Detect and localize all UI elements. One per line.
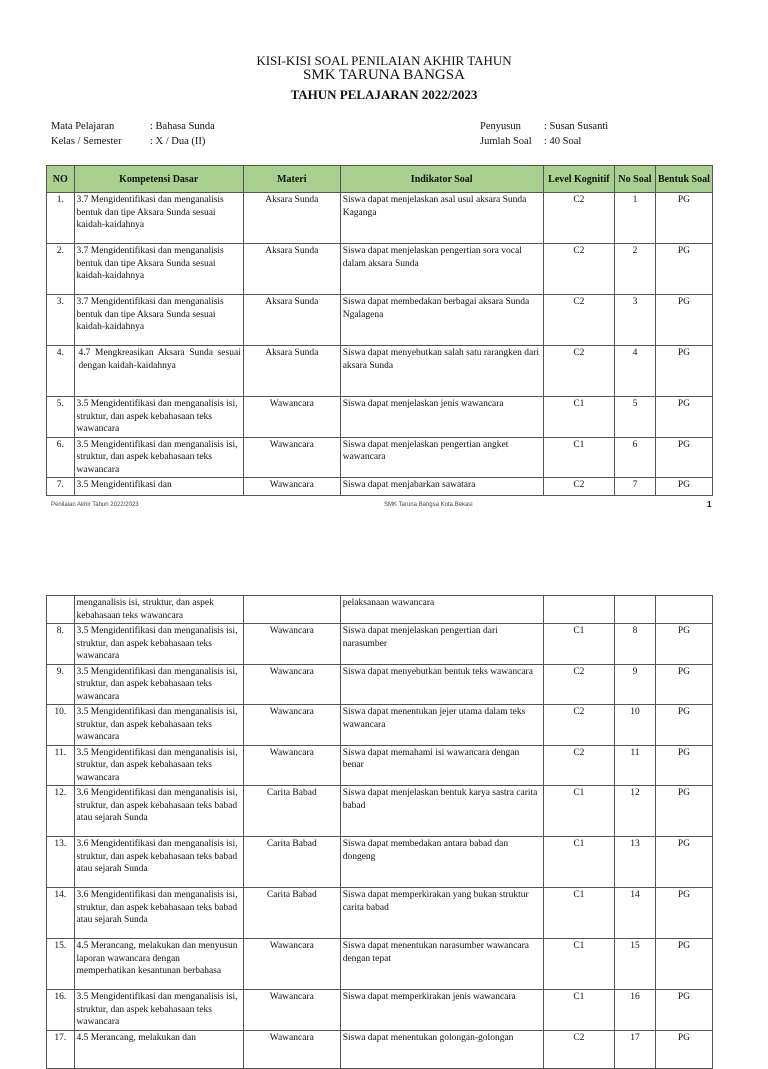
header-level: Level Kognitif — [543, 166, 614, 193]
cell-materi: Wawancara — [243, 990, 340, 1031]
cell-level: C2 — [543, 705, 614, 746]
cell-indikator: Siswa dapat membedakan berbagai aksara Sunda Ngalagena — [340, 295, 543, 346]
cell-level — [543, 596, 614, 624]
table-row — [47, 990, 713, 1031]
cell-nosoal: 8 — [615, 624, 656, 665]
table-row — [47, 295, 713, 346]
cell-nosoal: 10 — [615, 705, 656, 746]
page-number: 1 — [707, 500, 712, 509]
cell-bentuk: PG — [655, 664, 712, 705]
question-count-label: Jumlah Soal — [480, 136, 532, 147]
cell-level: C2 — [543, 346, 614, 397]
cell-bentuk: PG — [655, 295, 712, 346]
cell-no — [47, 596, 75, 624]
cell-kd: 3.7 Mengidentifikasi dan menganalisis bentuk dan tipe Aksara Sunda sesuai kaidah-kaidahnya — [74, 244, 243, 295]
cell-level: C1 — [543, 624, 614, 665]
cell-nosoal: 2 — [615, 244, 656, 295]
cell-materi: Aksara Sunda — [243, 346, 340, 397]
cell-kd: 4.5 Merancang, melakukan dan — [74, 1030, 243, 1068]
cell-no: 3. — [47, 295, 75, 346]
cell-bentuk: PG — [655, 437, 712, 478]
cell-bentuk: PG — [655, 990, 712, 1031]
cell-no: 8. — [47, 624, 75, 665]
author-label: Penyusun — [480, 121, 521, 132]
table-row — [47, 745, 713, 786]
cell-no: 11. — [47, 745, 75, 786]
cell-no: 4. — [47, 346, 75, 397]
header-kd: Kompetensi Dasar — [74, 166, 243, 193]
cell-kd: 4.7 Mengkreasikan Aksara Sunda sesuai dengan kaidah-kaidahnya — [74, 346, 243, 397]
cell-nosoal: 1 — [615, 193, 656, 244]
cell-level: C1 — [543, 786, 614, 837]
table-row — [47, 437, 713, 478]
cell-no: 15. — [47, 939, 75, 990]
cell-kd: 3.5 Mengidentifikasi dan menganalisis isi, struktur, dan aspek kebahasaan teks wawancara — [74, 705, 243, 746]
cell-bentuk: PG — [655, 888, 712, 939]
cell-level: C2 — [543, 295, 614, 346]
cell-level: C2 — [543, 193, 614, 244]
cell-materi: Wawancara — [243, 397, 340, 438]
cell-level: C1 — [543, 990, 614, 1031]
question-count-value: : 40 Soal — [544, 136, 582, 147]
cell-level: C2 — [543, 745, 614, 786]
cell-nosoal: 12 — [615, 786, 656, 837]
header-no: NO — [47, 166, 75, 193]
table-row — [47, 939, 713, 990]
cell-kd: 3.7 Mengidentifikasi dan menganalisis bentuk dan tipe Aksara Sunda sesuai kaidah-kaidahnya — [74, 193, 243, 244]
cell-level: C1 — [543, 437, 614, 478]
cell-no: 9. — [47, 664, 75, 705]
cell-kd: 3.5 Mengidentifikasi dan menganalisis isi, struktur, dan aspek kebahasaan teks wawancara — [74, 664, 243, 705]
cell-bentuk: PG — [655, 786, 712, 837]
cell-materi: Wawancara — [243, 478, 340, 496]
cell-indikator: Siswa dapat menyebutkan salah satu rarangken dari aksara Sunda — [340, 346, 543, 397]
cell-bentuk: PG — [655, 1030, 712, 1068]
table-row — [47, 837, 713, 888]
cell-materi: Aksara Sunda — [243, 193, 340, 244]
cell-bentuk: PG — [655, 193, 712, 244]
table-row — [47, 1030, 713, 1068]
document-title: KISI-KISI SOAL PENILAIAN AKHIR TAHUN — [256, 53, 512, 68]
subject-label: Mata Pelajaran — [51, 121, 115, 132]
cell-indikator: Siswa dapat menentukan jejer utama dalam teks wawancara — [340, 705, 543, 746]
cell-bentuk: PG — [655, 705, 712, 746]
cell-level: C1 — [543, 837, 614, 888]
cell-indikator: Siswa dapat memahami isi wawancara dengan benar — [340, 745, 543, 786]
footer-center: SMK Taruna Bangsa Kota Bekasi — [384, 502, 473, 508]
cell-indikator: Siswa dapat menjelaskan pengertian sora vocal dalam aksara Sunda — [340, 244, 543, 295]
cell-no: 2. — [47, 244, 75, 295]
author-value: : Susan Susanti — [544, 121, 609, 132]
cell-level: C1 — [543, 939, 614, 990]
cell-nosoal: 14 — [615, 888, 656, 939]
cell-materi: Wawancara — [243, 624, 340, 665]
cell-materi: Wawancara — [243, 705, 340, 746]
cell-bentuk: PG — [655, 745, 712, 786]
cell-nosoal: 9 — [615, 664, 656, 705]
cell-bentuk: PG — [655, 624, 712, 665]
cell-bentuk: PG — [655, 939, 712, 990]
cell-indikator: Siswa dapat memperkirakan yang bukan struktur carita babad — [340, 888, 543, 939]
cell-no: 5. — [47, 397, 75, 438]
table-row — [47, 397, 713, 438]
cell-kd: 4.5 Merancang, melakukan dan menyusun laporan wawancara dengan memperhatikan kesantunan berbahasa — [74, 939, 243, 990]
header-indikator: Indikator Soal — [340, 166, 543, 193]
cell-indikator: Siswa dapat menyebutkan bentuk teks wawancara — [340, 664, 543, 705]
cell-nosoal: 15 — [615, 939, 656, 990]
table-row — [47, 664, 713, 705]
header-materi: Materi — [243, 166, 340, 193]
document-page-1 — [0, 0, 768, 522]
cell-bentuk: PG — [655, 478, 712, 496]
cell-level: C1 — [543, 397, 614, 438]
table-row — [47, 244, 713, 295]
cell-nosoal: 7 — [615, 478, 656, 496]
cell-kd: menganalisis isi, struktur, dan aspek kebahasaan teks wawancara — [74, 596, 243, 624]
cell-indikator: Siswa dapat menjelaskan jenis wawancara — [340, 397, 543, 438]
footer-left: Penilaian Akhir Tahun 2022/2023 — [51, 502, 139, 508]
cell-indikator: Siswa dapat menjelaskan pengertian dari narasumber — [340, 624, 543, 665]
cell-nosoal: 5 — [615, 397, 656, 438]
grid-table-page-1 — [46, 165, 713, 496]
cell-indikator: Siswa dapat menjelaskan pengertian angket wawancara — [340, 437, 543, 478]
cell-level: C1 — [543, 888, 614, 939]
cell-indikator: Siswa dapat menjabarkan sawatara — [340, 478, 543, 496]
cell-no: 1. — [47, 193, 75, 244]
cell-bentuk: PG — [655, 346, 712, 397]
cell-no: 17. — [47, 1030, 75, 1068]
cell-nosoal: 6 — [615, 437, 656, 478]
cell-bentuk: PG — [655, 397, 712, 438]
cell-level: C2 — [543, 478, 614, 496]
cell-materi: Aksara Sunda — [243, 244, 340, 295]
class-label: Kelas / Semester — [51, 136, 122, 147]
table-row — [47, 346, 713, 397]
cell-kd: 3.5 Mengidentifikasi dan — [74, 478, 243, 496]
table-row — [47, 705, 713, 746]
cell-no: 13. — [47, 837, 75, 888]
cell-indikator: Siswa dapat menjelaskan asal usul aksara Sunda Kaganga — [340, 193, 543, 244]
cell-indikator: Siswa dapat memperkirakan jenis wawancara — [340, 990, 543, 1031]
cell-materi: Carita Babad — [243, 888, 340, 939]
cell-kd: 3.6 Mengidentifikasi dan menganalisis isi, struktur, dan aspek kebahasaan teks babad atau sejarah Sunda — [74, 837, 243, 888]
cell-nosoal: 11 — [615, 745, 656, 786]
cell-kd: 3.6 Mengidentifikasi dan menganalisis isi, struktur, dan aspek kebahasaan teks babad atau sejarah Sunda — [74, 888, 243, 939]
cell-materi: Aksara Sunda — [243, 295, 340, 346]
cell-materi: Wawancara — [243, 437, 340, 478]
cell-kd: 3.6 Mengidentifikasi dan menganalisis isi, struktur, dan aspek kebahasaan teks babad atau sejarah Sunda — [74, 786, 243, 837]
cell-level: C2 — [543, 664, 614, 705]
cell-bentuk: PG — [655, 244, 712, 295]
cell-nosoal — [615, 596, 656, 624]
cell-nosoal: 16 — [615, 990, 656, 1031]
header-nosoal: No Soal — [615, 166, 656, 193]
cell-no: 12. — [47, 786, 75, 837]
cell-materi: Carita Babad — [243, 837, 340, 888]
cell-materi — [243, 596, 340, 624]
school-name: SMK TARUNA BANGSA — [303, 67, 465, 83]
cell-level: C2 — [543, 244, 614, 295]
table-row — [47, 624, 713, 665]
cell-kd: 3.5 Mengidentifikasi dan menganalisis isi, struktur, dan aspek kebahasaan teks wawancara — [74, 745, 243, 786]
table-row — [47, 786, 713, 837]
cell-kd: 3.7 Mengidentifikasi dan menganalisis bentuk dan tipe Aksara Sunda sesuai kaidah-kaidahnya — [74, 295, 243, 346]
cell-materi: Wawancara — [243, 745, 340, 786]
cell-materi: Wawancara — [243, 1030, 340, 1068]
table-row — [47, 888, 713, 939]
table-row — [47, 596, 713, 624]
cell-bentuk: PG — [655, 837, 712, 888]
table-header-row — [47, 166, 713, 193]
cell-materi: Carita Babad — [243, 786, 340, 837]
cell-indikator: Siswa dapat membedakan antara babad dan dongeng — [340, 837, 543, 888]
cell-nosoal: 17 — [615, 1030, 656, 1068]
subject-value: : Bahasa Sunda — [150, 121, 215, 132]
cell-bentuk — [655, 596, 712, 624]
cell-nosoal: 3 — [615, 295, 656, 346]
cell-no: 14. — [47, 888, 75, 939]
cell-indikator: pelaksanaan wawancara — [340, 596, 543, 624]
cell-kd: 3.5 Mengidentifikasi dan menganalisis isi, struktur, dan aspek kebahasaan teks wawancara — [74, 990, 243, 1031]
cell-no: 7. — [47, 478, 75, 496]
academic-year: TAHUN PELAJARAN 2022/2023 — [290, 87, 478, 102]
header-bentuk: Bentuk Soal — [655, 166, 712, 193]
cell-nosoal: 13 — [615, 837, 656, 888]
cell-no: 16. — [47, 990, 75, 1031]
cell-nosoal: 4 — [615, 346, 656, 397]
cell-level: C2 — [543, 1030, 614, 1068]
cell-indikator: Siswa dapat menentukan narasumber wawancara dengan tepat — [340, 939, 543, 990]
cell-no: 10. — [47, 705, 75, 746]
cell-kd: 3.5 Mengidentifikasi dan menganalisis isi, struktur, dan aspek kebahasaan teks wawancara — [74, 624, 243, 665]
cell-kd: 3.5 Mengidentifikasi dan menganalisis isi, struktur, dan aspek kebahasaan teks wawancara — [74, 437, 243, 478]
cell-indikator: Siswa dapat menentukan golongan-golongan — [340, 1030, 543, 1068]
class-value: : X / Dua (II) — [150, 136, 206, 147]
cell-no: 6. — [47, 437, 75, 478]
cell-kd: 3.5 Mengidentifikasi dan menganalisis isi, struktur, dan aspek kebahasaan teks wawancara — [74, 397, 243, 438]
cell-materi: Wawancara — [243, 939, 340, 990]
table-row — [47, 478, 713, 496]
cell-materi: Wawancara — [243, 664, 340, 705]
page-gap — [0, 522, 768, 584]
cell-indikator: Siswa dapat menjelaskan bentuk karya sastra carita babad — [340, 786, 543, 837]
grid-table-page-2 — [46, 595, 713, 1069]
table-row — [47, 193, 713, 244]
document-page-2 — [0, 584, 768, 1043]
